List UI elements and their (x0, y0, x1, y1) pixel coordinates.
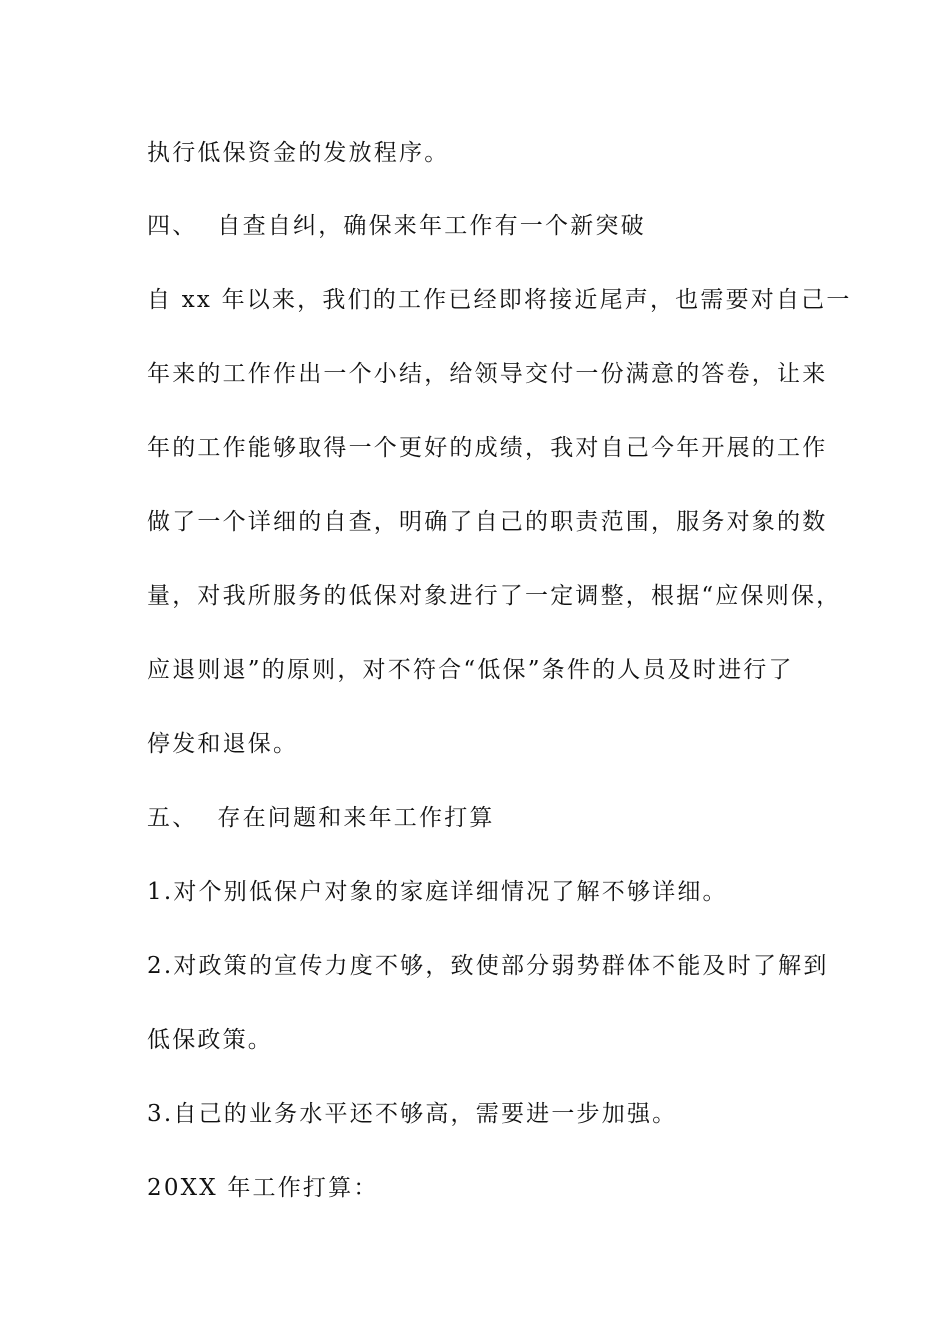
text-line-7: 应退则退”的原则，对不符合“低保”条件的人员及时进行了 (147, 657, 794, 683)
plan-heading: 20XX 年工作打算： (147, 1175, 379, 1201)
text-line-2: 自 xx 年以来，我们的工作已经即将接近尾声，也需要对自己一 (147, 287, 852, 313)
list-item-3: 3.自己的业务水平还不够高，需要进一步加强。 (147, 1101, 678, 1127)
text-line-5: 做了一个详细的自查，明确了自己的职责范围，服务对象的数 (147, 509, 828, 535)
list-item-1: 1.对个别低保户对象的家庭详细情况了解不够详细。 (147, 879, 728, 905)
text-line-3: 年来的工作作出一个小结，给领导交付一份满意的答卷，让来 (147, 361, 828, 387)
list-item-2: 2.对政策的宣传力度不够，致使部分弱势群体不能及时了解到 (147, 953, 829, 979)
text-line-4: 年的工作能够取得一个更好的成绩，我对自己今年开展的工作 (147, 435, 828, 461)
section-title: 自查自纠，确保来年工作有一个新突破 (217, 213, 646, 239)
section-number: 四、 (147, 213, 198, 239)
section-title: 存在问题和来年工作打算 (217, 805, 495, 831)
section-number: 五、 (147, 805, 198, 831)
text-line-1: 执行低保资金的发放程序。 (147, 140, 450, 166)
list-item-2-continued: 低保政策。 (147, 1027, 273, 1053)
text-line-6: 量，对我所服务的低保对象进行了一定调整，根据“应保则保， (147, 583, 842, 609)
section-heading-5 (147, 803, 837, 833)
text-line-8: 停发和退保。 (147, 731, 299, 757)
section-heading-4 (147, 211, 837, 241)
